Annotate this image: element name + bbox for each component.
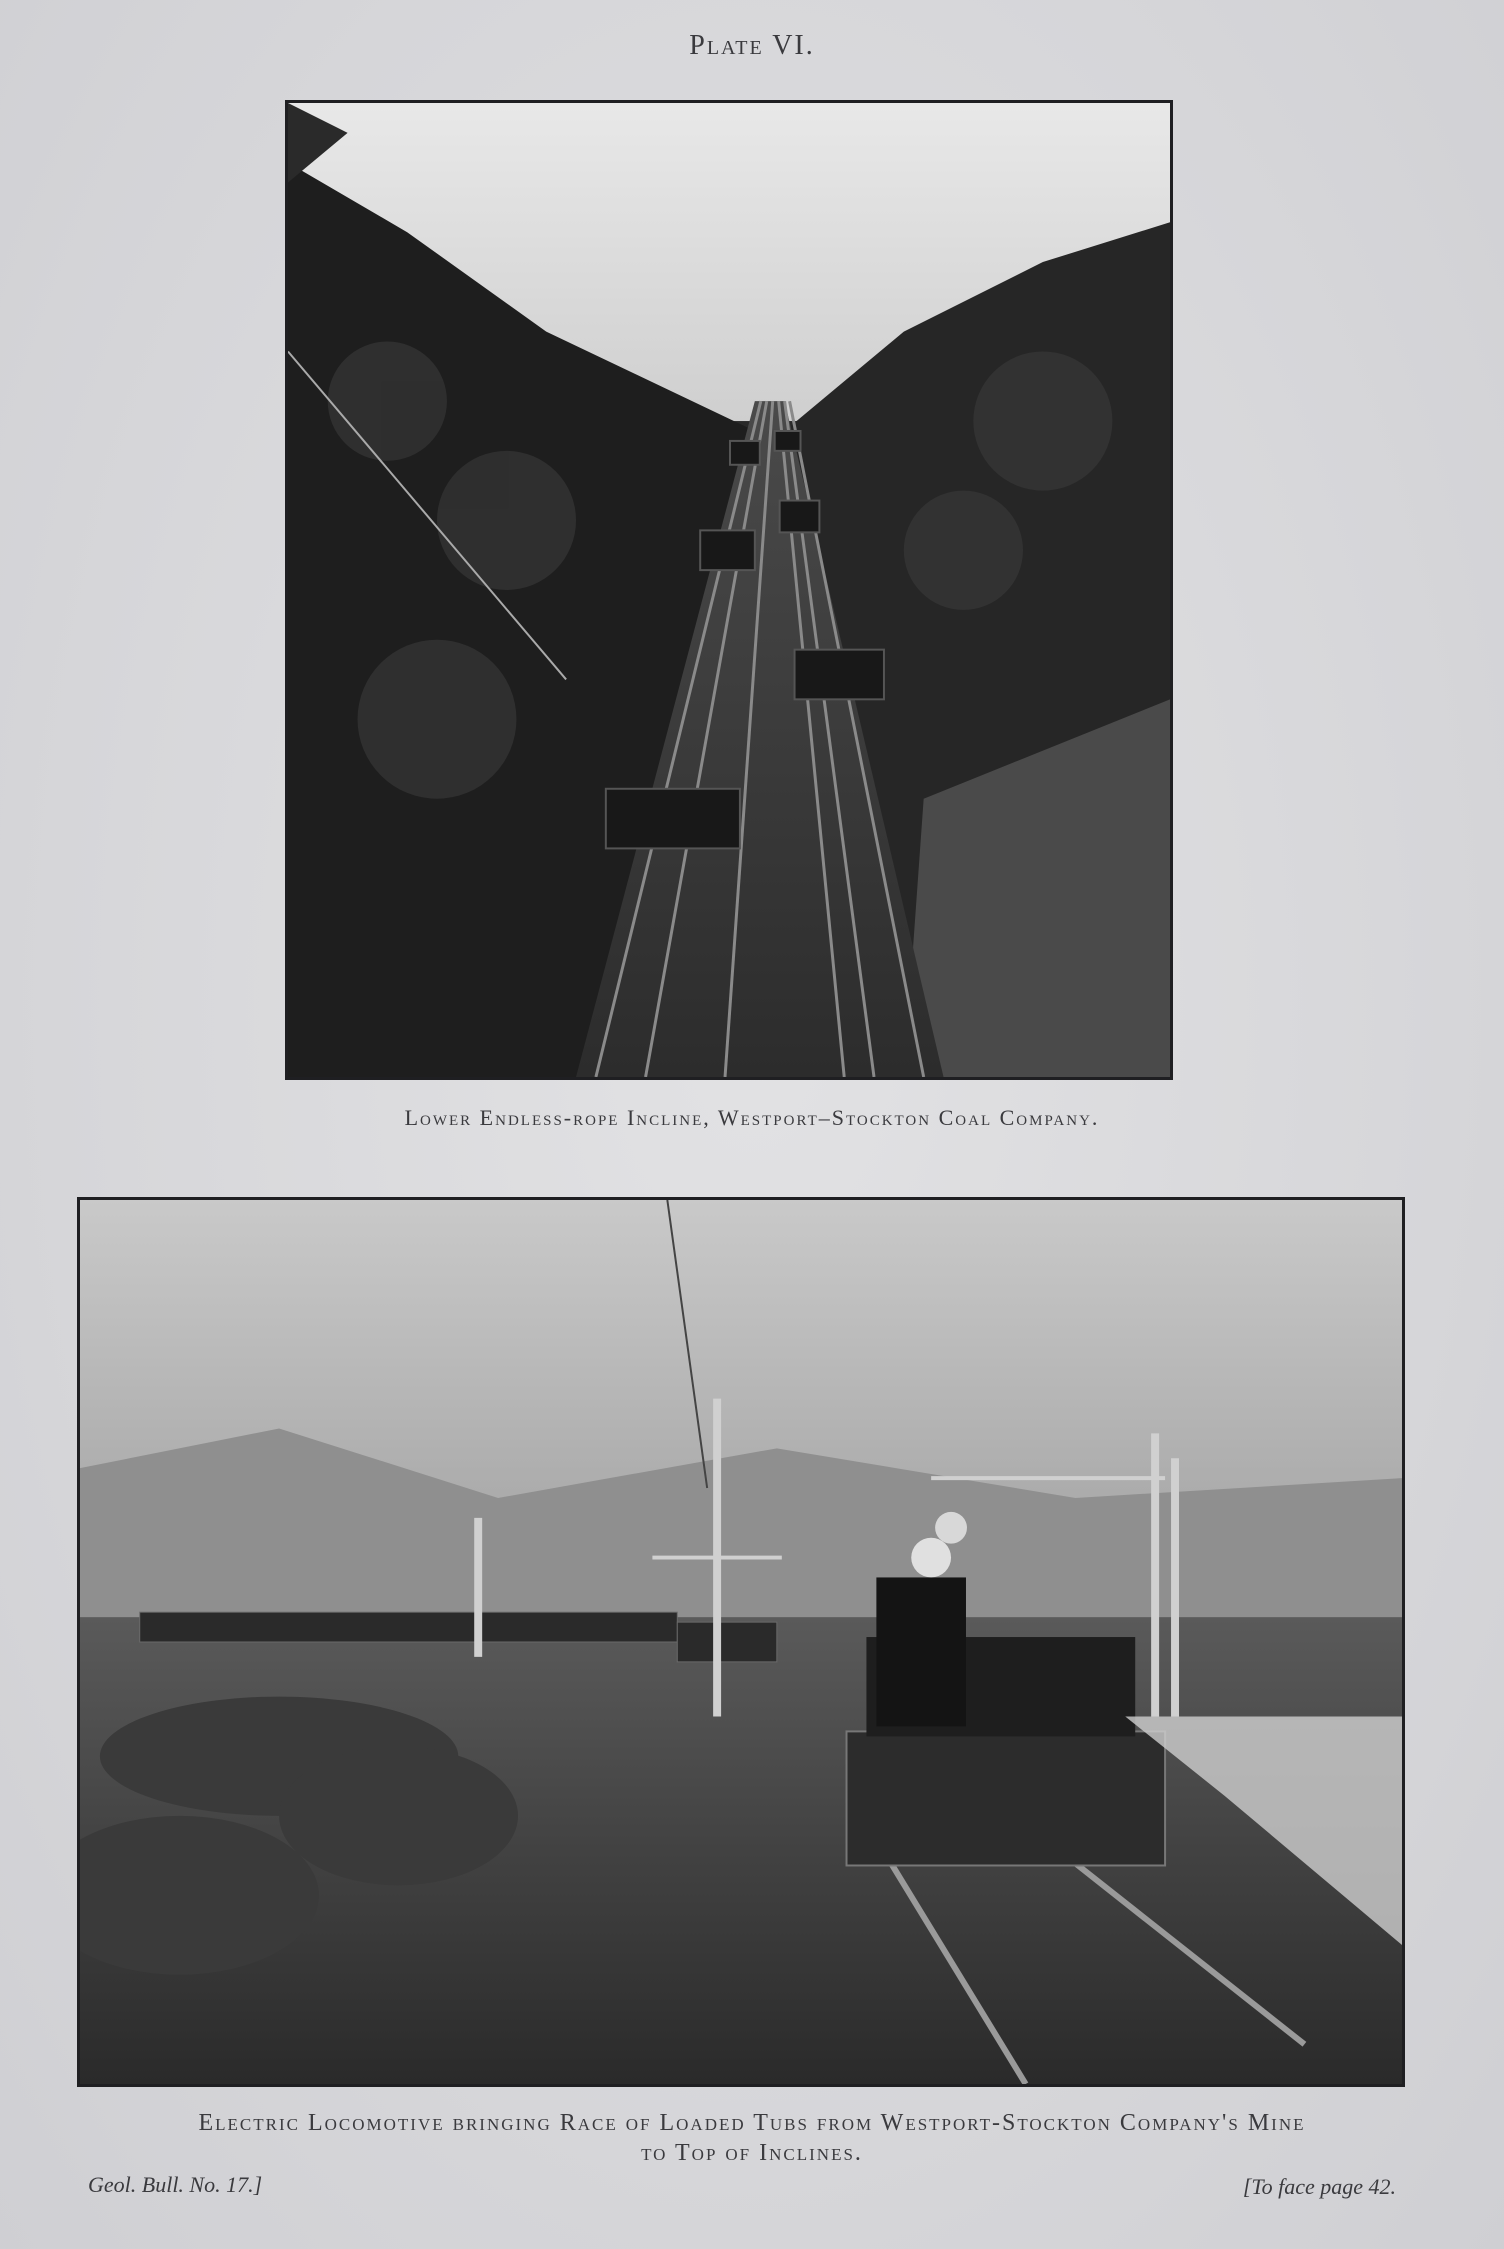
plate-title: Plate VI. [689,30,815,61]
incline-photo-illustration [288,103,1170,1077]
locomotive-caption-line-2: to Top of Inclines. [641,2140,863,2166]
locomotive-caption-line-1: Electric Locomotive bringing Race of Loaded Tubs from Westport-Stockton Company's Mine [198,2110,1306,2136]
incline-photograph [285,100,1173,1080]
incline-caption: Lower Endless-rope Incline, Westport–Stockton Coal Company. [404,1105,1100,1130]
facing-page-reference: [To face page 42. [1242,2174,1396,2199]
locomotive-photo-illustration [80,1200,1402,2084]
locomotive-photograph [77,1197,1405,2087]
bulletin-reference: Geol. Bull. No. 17.] [88,2172,263,2197]
locomotive-caption [60,2108,1444,2168]
